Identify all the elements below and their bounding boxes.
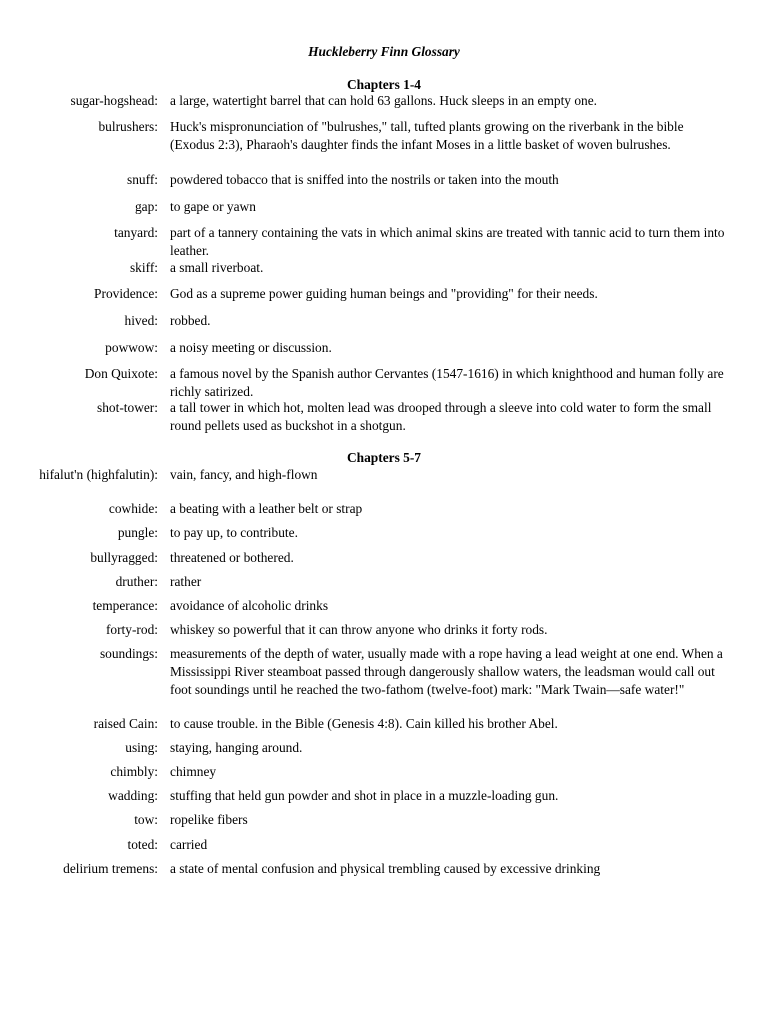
glossary-definition: Huck's mispronunciation of "bulrushes," tall, tufted plants growing on the riverbank in the bible (Exodus 2:3), Pharaoh's daughter finds the infant Moses in a little basket of woven bulrushes.	[170, 119, 684, 152]
section-heading: Chapters 1-4	[346, 77, 421, 92]
glossary-term: toted:	[127, 837, 158, 852]
glossary-term: tanyard:	[114, 225, 158, 240]
glossary-definition: a tall tower in which hot, molten lead was drooped through a sleeve into cold water to form the small round pellets used as buckshot in a shotgun.	[170, 400, 712, 433]
glossary-definition: a noisy meeting or discussion.	[170, 340, 332, 355]
glossary-term: druther:	[115, 574, 158, 589]
glossary-definition: vain, fancy, and high-flown	[170, 467, 318, 482]
glossary-term: temperance:	[92, 598, 158, 613]
glossary-term: raised Cain:	[93, 716, 158, 731]
glossary-definition: whiskey so powerful that it can throw anyone who drinks it forty rods.	[170, 622, 548, 637]
glossary-definition: carried	[170, 837, 208, 852]
glossary-term: bulrushers:	[98, 119, 158, 134]
glossary-term: tow:	[134, 812, 158, 827]
glossary-definition: a large, watertight barrel that can hold 63 gallons. Huck sleeps in an empty one.	[170, 93, 598, 108]
glossary-definition: chimney	[170, 764, 217, 779]
glossary-term: cowhide:	[108, 501, 158, 516]
document-title: Huckleberry Finn Glossary	[308, 44, 460, 59]
glossary-term: Providence:	[94, 286, 158, 301]
glossary-definition: to gape or yawn	[170, 199, 256, 214]
glossary-definition: threatened or bothered.	[170, 550, 294, 565]
glossary-definition: a famous novel by the Spanish author Cervantes (1547-1616) in which knighthood and human folly are richly satirized.	[170, 366, 724, 399]
glossary-definition: a small riverboat.	[170, 260, 264, 275]
glossary-term: gap:	[134, 199, 158, 214]
glossary-definition: staying, hanging around.	[170, 740, 303, 755]
glossary-term: sugar-hogshead:	[70, 93, 158, 108]
glossary-term: snuff:	[127, 172, 158, 187]
glossary-definition: stuffing that held gun powder and shot in place in a muzzle-loading gun.	[170, 788, 559, 803]
glossary-definition: a state of mental confusion and physical trembling caused by excessive drinking	[170, 861, 601, 876]
glossary-term: wadding:	[108, 788, 158, 803]
glossary-definition: a beating with a leather belt or strap	[170, 501, 363, 516]
glossary-term: soundings:	[99, 646, 158, 661]
glossary-term: using:	[125, 740, 158, 755]
glossary-definition: part of a tannery containing the vats in which animal skins are treated with tannic acid to turn them into leather.	[170, 225, 725, 258]
glossary-term: forty-rod:	[105, 622, 158, 637]
glossary-definition: robbed.	[170, 313, 211, 328]
glossary-term: powwow:	[105, 340, 158, 355]
glossary-term: chimbly:	[110, 764, 158, 779]
glossary-definition: to pay up, to contribute.	[170, 525, 298, 540]
glossary-definition: measurements of the depth of water, usually made with a rope having a lead weight at one end. When a Mississippi River steamboat passed through dangerously shallow waters, the leadsman would call out foot soundings until he reached the two-fathom (twelve-foot) mark: "Mark Twain—safe water!"	[170, 646, 723, 697]
glossary-term: pungle:	[117, 525, 158, 540]
glossary-term: hived:	[124, 313, 158, 328]
glossary-definition: powdered tobacco that is sniffed into the nostrils or taken into the mouth	[170, 172, 559, 187]
glossary-term: Don Quixote:	[84, 366, 158, 381]
glossary-term: skiff:	[129, 260, 158, 275]
glossary-definition: avoidance of alcoholic drinks	[170, 598, 329, 613]
glossary-definition: ropelike fibers	[170, 812, 248, 827]
glossary-term: bullyragged:	[90, 550, 158, 565]
glossary-definition: God as a supreme power guiding human beings and "providing" for their needs.	[170, 286, 598, 301]
section-heading: Chapters 5-7	[346, 450, 421, 465]
glossary-term: shot-tower:	[97, 400, 158, 415]
glossary-definition: rather	[170, 574, 202, 589]
glossary-definition: to cause trouble. in the Bible (Genesis 4:8). Cain killed his brother Abel.	[170, 716, 558, 731]
glossary-term: delirium tremens:	[63, 861, 158, 876]
glossary-term: hifalut'n (highfalutin):	[39, 467, 158, 482]
